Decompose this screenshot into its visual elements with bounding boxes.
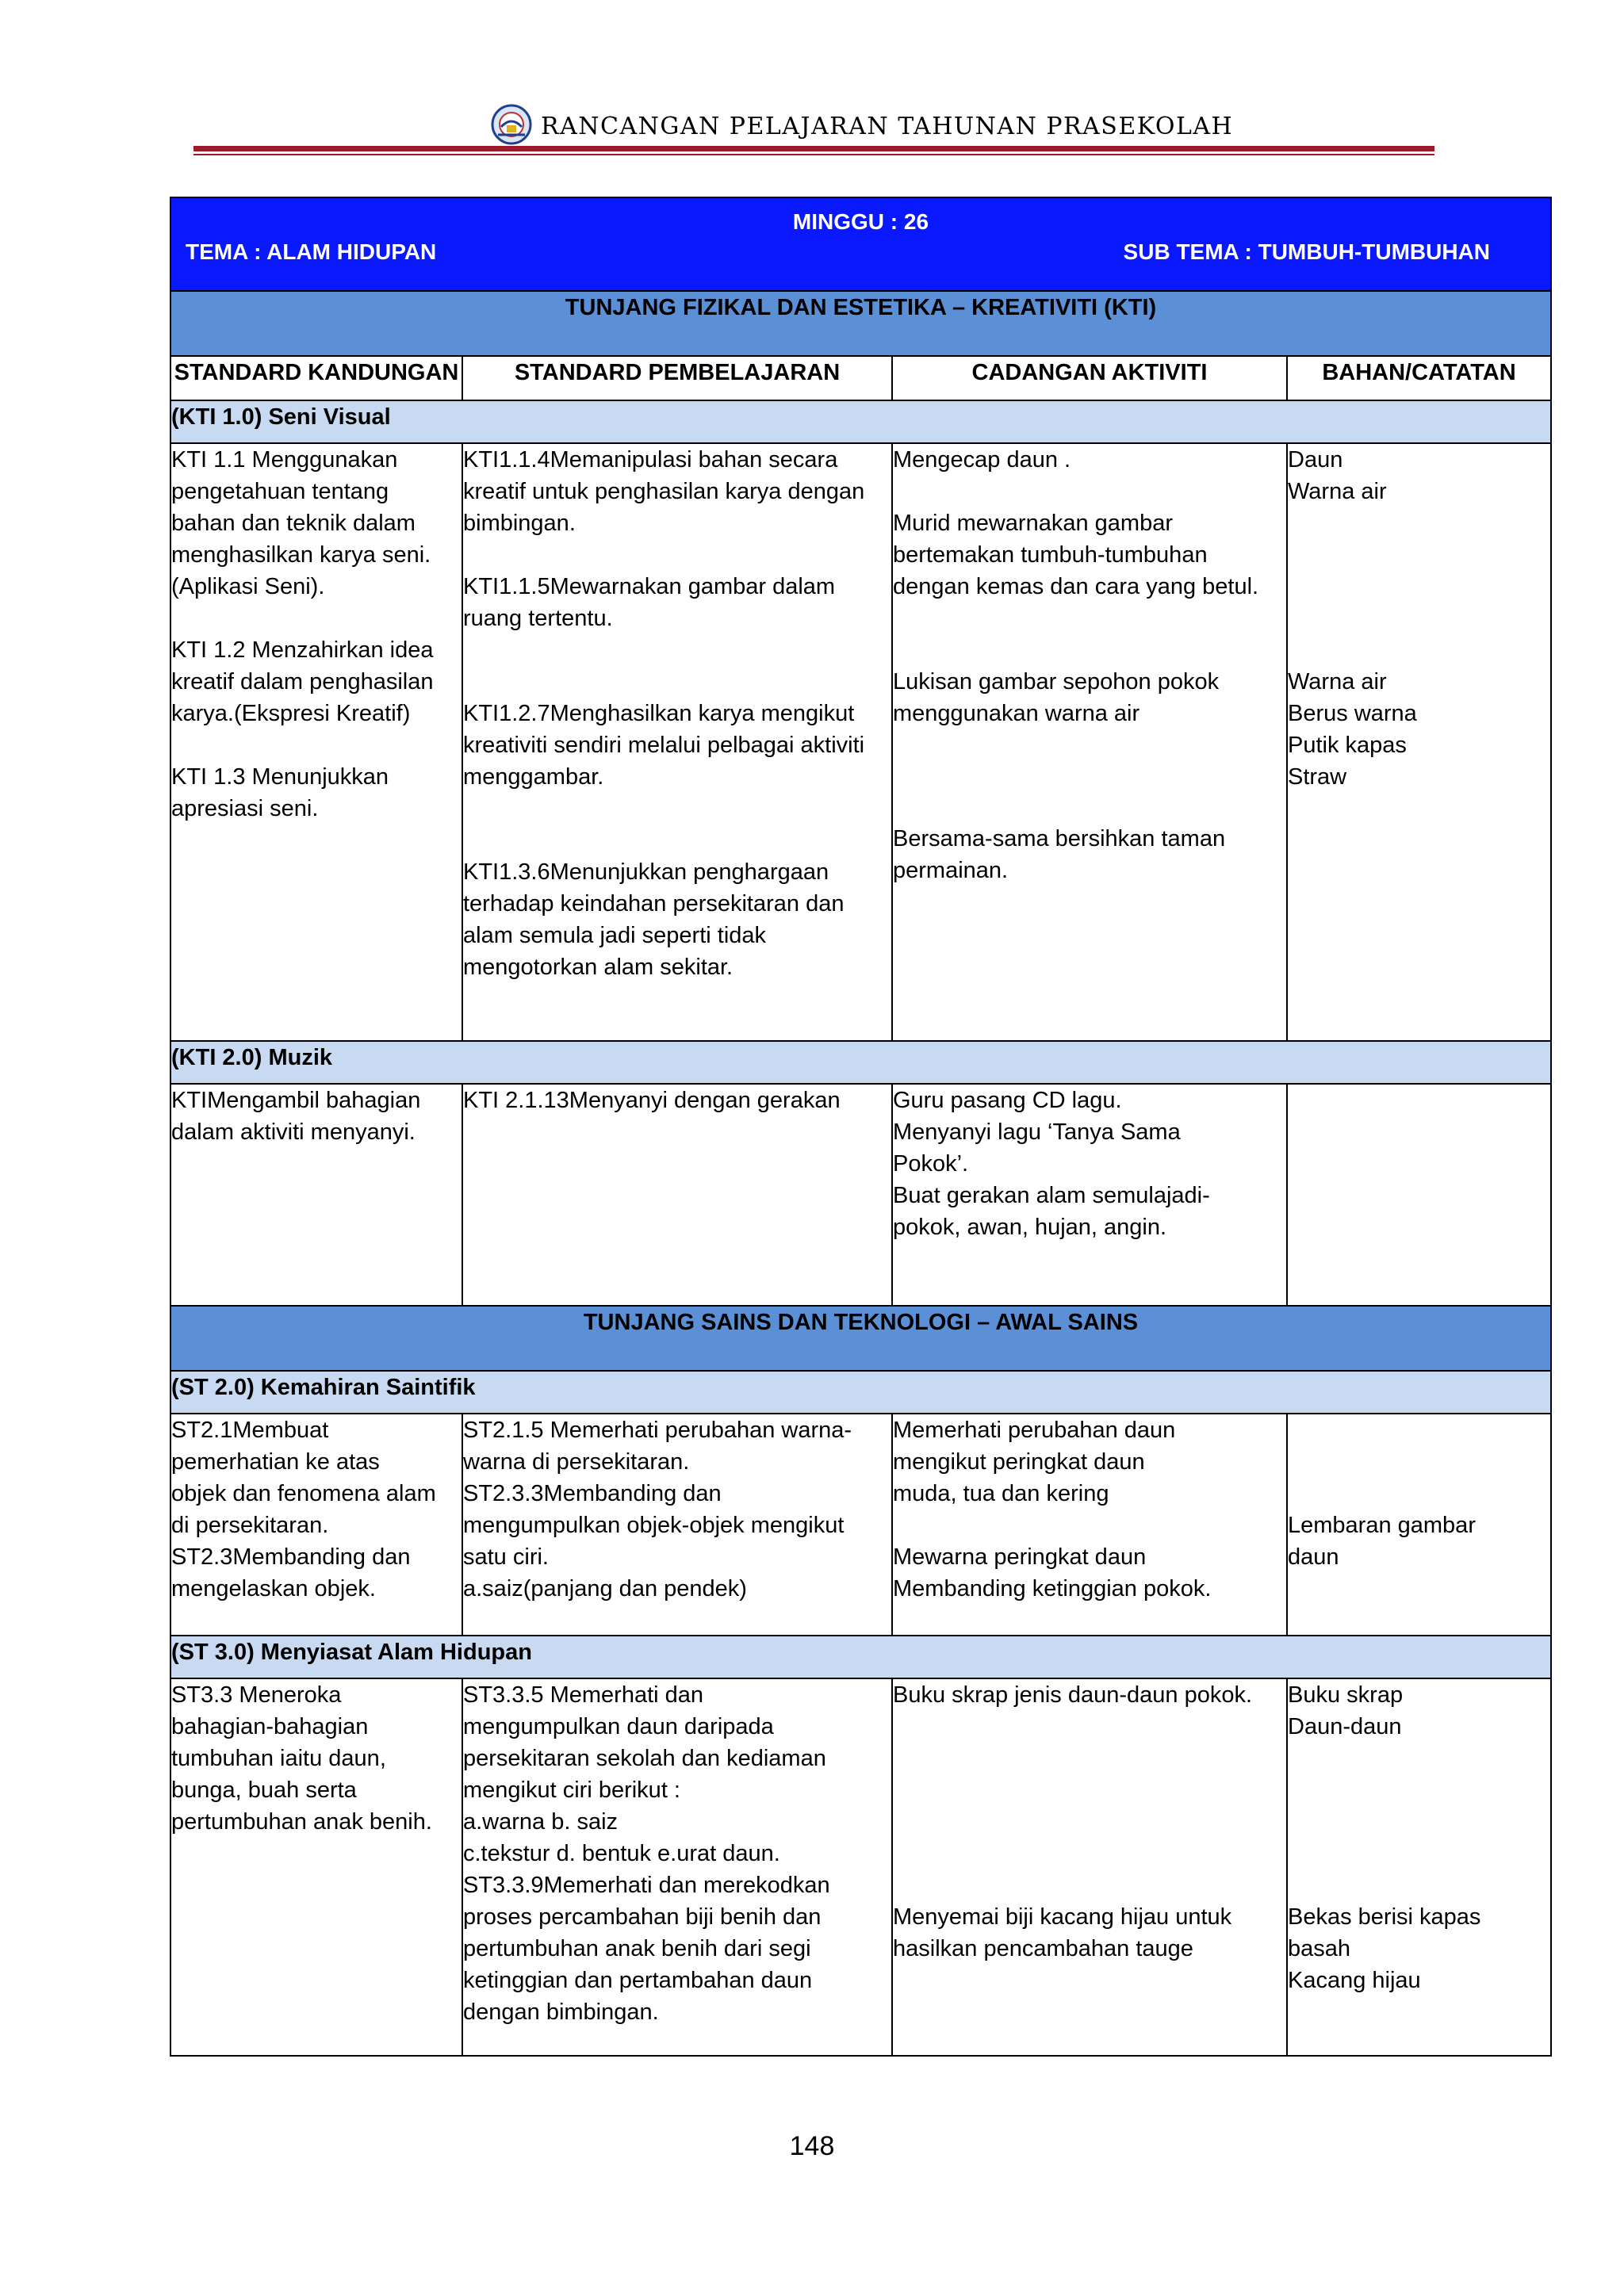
- text-line: ST2.3.3Membanding dan: [463, 1481, 722, 1506]
- subtheme-label: SUB TEMA : TUMBUH-TUMBUHAN: [1123, 239, 1490, 264]
- text-line: Pokok’.: [893, 1151, 969, 1177]
- bahan-catatan-cell: [1287, 1414, 1551, 1636]
- content-row-st2: [170, 1414, 1551, 1636]
- text-line: bertemakan tumbuh-tumbuhan: [893, 542, 1208, 568]
- standard-pembelajaran-cell: [462, 1414, 892, 1636]
- text-line: c.tekstur d. bentuk e.urat daun.: [463, 1841, 780, 1866]
- text-line: daun: [1288, 1544, 1339, 1570]
- text-line: di persekitaran.: [171, 1513, 329, 1538]
- page-number: 148: [789, 2131, 835, 2161]
- text-line: ST2.3Membanding dan: [171, 1544, 411, 1570]
- theme-label: TEMA : ALAM HIDUPAN: [186, 239, 437, 264]
- subsection-title: (ST 3.0) Menyiasat Alam Hidupan: [170, 1636, 1551, 1678]
- text-line: terhadap keindahan persekitaran dan: [463, 891, 845, 916]
- text-line: apresiasi seni.: [171, 796, 319, 821]
- cadangan-aktiviti-cell: [892, 1084, 1287, 1306]
- standard-pembelajaran-cell: [462, 1084, 892, 1306]
- text-line: Putik kapas: [1288, 733, 1407, 758]
- text-line: bahan dan teknik dalam: [171, 511, 416, 536]
- section-title: TUNJANG FIZIKAL DAN ESTETIKA – KREATIVITI (KTI): [170, 291, 1551, 356]
- text-line: warna di persekitaran.: [463, 1449, 690, 1475]
- text-line: Buku skrap jenis daun-daun pokok.: [893, 1682, 1253, 1708]
- text-line: bunga, buah serta: [171, 1777, 357, 1803]
- column-header: STANDARD PEMBELAJARAN: [462, 356, 892, 400]
- text-line: menggambar.: [463, 764, 604, 790]
- text-line: mengikut ciri berikut :: [463, 1777, 680, 1803]
- text-line: kreatif untuk penghasilan karya dengan: [463, 479, 865, 504]
- text-line: Warna air: [1288, 479, 1387, 504]
- text-line: Mengecap daun .: [893, 447, 1071, 473]
- text-line: pokok, awan, hujan, angin.: [893, 1215, 1167, 1240]
- text-line: KTI 1.2 Menzahirkan idea: [171, 637, 434, 663]
- column-header: CADANGAN AKTIVITI: [892, 356, 1287, 400]
- text-line: tumbuhan iaitu daun,: [171, 1746, 386, 1771]
- text-line: kreativiti sendiri melalui pelbagai aktiviti: [463, 733, 865, 758]
- cadangan-aktiviti-cell: [892, 1414, 1287, 1636]
- standard-kandungan-cell: [170, 443, 462, 1041]
- header-rule: [193, 146, 1434, 151]
- text-line: dengan bimbingan.: [463, 1999, 659, 2025]
- standard-kandungan-cell: [170, 1678, 462, 2056]
- text-line: alam semula jadi seperti tidak: [463, 923, 767, 948]
- text-line: pertumbuhan anak benih.: [171, 1809, 432, 1835]
- text-line: ST3.3.9Memerhati dan merekodkan: [463, 1873, 830, 1898]
- text-line: a.saiz(panjang dan pendek): [463, 1576, 747, 1601]
- text-line: objek dan fenomena alam: [171, 1481, 436, 1506]
- text-line: KTI1.1.5Mewarnakan gambar dalam: [463, 574, 836, 599]
- text-line: Menyanyi lagu ‘Tanya Sama: [893, 1119, 1181, 1145]
- text-line: mengumpulkan objek-objek mengikut: [463, 1513, 845, 1538]
- text-line: ruang tertentu.: [463, 606, 613, 631]
- column-header: STANDARD KANDUNGAN: [170, 356, 462, 400]
- text-line: ST3.3.5 Memerhati dan: [463, 1682, 704, 1708]
- subsection-title: (KTI 2.0) Muzik: [170, 1041, 1551, 1084]
- text-line: Menyemai biji kacang hijau untuk: [893, 1904, 1232, 1930]
- text-line: Berus warna: [1288, 701, 1417, 726]
- bahan-catatan-cell: [1287, 1084, 1551, 1306]
- text-line: ST2.1Membuat: [171, 1418, 329, 1443]
- text-line: Bersama-sama bersihkan taman: [893, 826, 1226, 851]
- content-row-kti1: [170, 443, 1551, 1041]
- text-line: Guru pasang CD lagu.: [893, 1088, 1122, 1113]
- text-line: basah: [1288, 1936, 1351, 1961]
- text-line: bimbingan.: [463, 511, 576, 536]
- text-line: mengotorkan alam sekitar.: [463, 955, 733, 980]
- text-line: Straw: [1288, 764, 1347, 790]
- standard-pembelajaran-cell: [462, 1678, 892, 2056]
- subsection-st3: [170, 1636, 1551, 1678]
- text-line: persekitaran sekolah dan kediaman: [463, 1746, 826, 1771]
- text-line: satu ciri.: [463, 1544, 549, 1570]
- text-line: pertumbuhan anak benih dari segi: [463, 1936, 811, 1961]
- content-row-st3: [170, 1678, 1551, 2056]
- section-header-kti: [170, 291, 1551, 356]
- text-line: Bekas berisi kapas: [1288, 1904, 1481, 1930]
- text-line: pemerhatian ke atas: [171, 1449, 380, 1475]
- text-line: proses percambahan biji benih dan: [463, 1904, 822, 1930]
- text-line: menggunakan warna air: [893, 701, 1140, 726]
- text-line: mengikut peringkat daun: [893, 1449, 1145, 1475]
- subsection-title: (ST 2.0) Kemahiran Saintifik: [170, 1371, 1551, 1414]
- text-line: KTI1.1.4Memanipulasi bahan secara: [463, 447, 838, 473]
- cadangan-aktiviti-cell: [892, 443, 1287, 1041]
- text-line: Membanding ketinggian pokok.: [893, 1576, 1212, 1601]
- section-title: TUNJANG SAINS DAN TEKNOLOGI – AWAL SAINS: [170, 1306, 1551, 1371]
- standard-kandungan-cell: [170, 1084, 462, 1306]
- text-line: hasilkan pencambahan tauge: [893, 1936, 1193, 1961]
- text-line: Daun: [1288, 447, 1343, 473]
- text-line: KTIMengambil bahagian: [171, 1088, 421, 1113]
- text-line: ST2.1.5 Memerhati perubahan warna-: [463, 1418, 852, 1443]
- text-line: ST3.3 Meneroka: [171, 1682, 342, 1708]
- text-line: mengumpulkan daun daripada: [463, 1714, 774, 1739]
- text-line: Memerhati perubahan daun: [893, 1418, 1176, 1443]
- text-line: pengetahuan tentang: [171, 479, 389, 504]
- text-line: a.warna b. saiz: [463, 1809, 619, 1835]
- text-line: (Aplikasi Seni).: [171, 574, 325, 599]
- bahan-catatan-cell: [1287, 443, 1551, 1041]
- text-line: Lukisan gambar sepohon pokok: [893, 669, 1220, 695]
- text-line: Warna air: [1288, 669, 1387, 695]
- bahan-catatan-cell: [1287, 1678, 1551, 2056]
- text-line: muda, tua dan kering: [893, 1481, 1109, 1506]
- theme-banner: [170, 197, 1551, 291]
- text-line: KTI 2.1.13Menyanyi dengan gerakan: [463, 1088, 841, 1113]
- text-line: Buat gerakan alam semulajadi-: [893, 1183, 1210, 1208]
- text-line: menghasilkan karya seni.: [171, 542, 431, 568]
- text-line: ketinggian dan pertambahan daun: [463, 1968, 813, 1993]
- ministry-crest-icon: [490, 103, 533, 146]
- cadangan-aktiviti-cell: [892, 1678, 1287, 2056]
- text-line: KTI 1.3 Menunjukkan: [171, 764, 389, 790]
- subsection-kti1: [170, 400, 1551, 443]
- text-line: Daun-daun: [1288, 1714, 1402, 1739]
- lesson-plan-table: [170, 197, 1552, 2057]
- standard-kandungan-cell: [170, 1414, 462, 1636]
- column-header: BAHAN/CATATAN: [1287, 356, 1551, 400]
- week-label: MINGGU : 26: [792, 209, 929, 234]
- text-line: permainan.: [893, 858, 1009, 883]
- header-rule-thin: [193, 154, 1434, 155]
- text-line: Lembaran gambar: [1288, 1513, 1476, 1538]
- subsection-kti2: [170, 1041, 1551, 1084]
- section-header-sains: [170, 1306, 1551, 1371]
- document-title: RANCANGAN PELAJARAN TAHUNAN PRASEKOLAH: [541, 113, 1234, 140]
- text-line: kreatif dalam penghasilan: [171, 669, 434, 695]
- text-line: KTI1.3.6Menunjukkan penghargaan: [463, 859, 829, 885]
- text-line: Buku skrap: [1288, 1682, 1404, 1708]
- text-line: mengelaskan objek.: [171, 1576, 376, 1601]
- text-line: dengan kemas dan cara yang betul.: [893, 574, 1259, 599]
- column-headers: [170, 356, 1551, 400]
- content-row-kti2: [170, 1084, 1551, 1306]
- subsection-title: (KTI 1.0) Seni Visual: [170, 400, 1551, 443]
- text-line: dalam aktiviti menyanyi.: [171, 1119, 416, 1145]
- text-line: KTI 1.1 Menggunakan: [171, 447, 398, 473]
- text-line: Kacang hijau: [1288, 1968, 1421, 1993]
- text-line: karya.(Ekspresi Kreatif): [171, 701, 411, 726]
- text-line: KTI1.2.7Menghasilkan karya mengikut: [463, 701, 855, 726]
- subsection-st2: [170, 1371, 1551, 1414]
- standard-pembelajaran-cell: [462, 443, 892, 1041]
- text-line: Mewarna peringkat daun: [893, 1544, 1147, 1570]
- text-line: Murid mewarnakan gambar: [893, 511, 1173, 536]
- text-line: bahagian-bahagian: [171, 1714, 369, 1739]
